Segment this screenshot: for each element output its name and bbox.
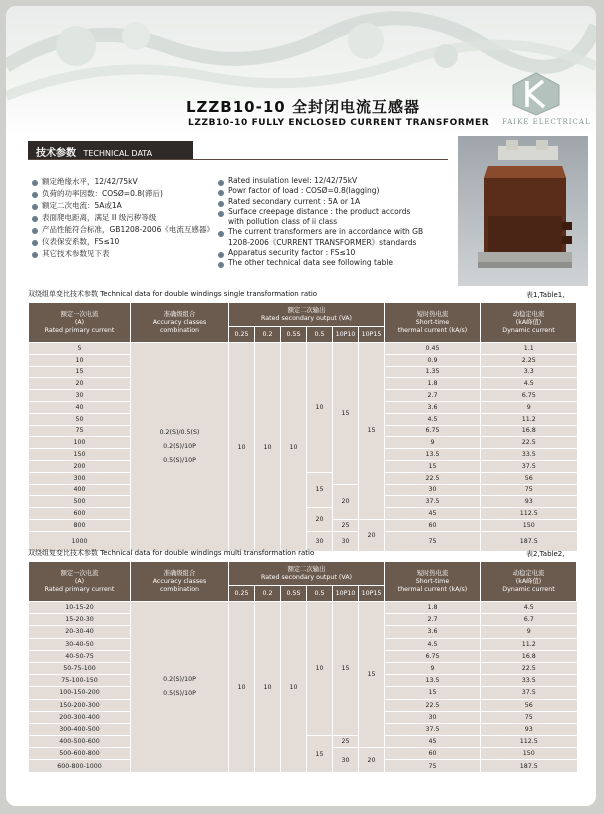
t1-header-primary: 额定一次电流 (A) Rated primary current <box>29 303 131 343</box>
cell-10p10: 25 <box>333 519 359 531</box>
cell-10p15: 20 <box>359 519 385 551</box>
cell-dynamic: 56 <box>481 699 577 711</box>
cell-dynamic: 4.5 <box>481 378 577 390</box>
cell-primary: 30-40-50 <box>29 638 131 650</box>
cell-primary: 200 <box>29 460 131 472</box>
cell-primary: 75 <box>29 425 131 437</box>
cell-thermal: 22.5 <box>385 472 481 484</box>
cell-primary: 600 <box>29 508 131 520</box>
logo-text: FAIKE ELECTRICAL <box>502 118 591 126</box>
spec-item-cn: 仪表保安系数，FS≤10 <box>32 236 217 248</box>
spec-item-cn: 其它技术参数见下表 <box>32 248 217 260</box>
cell-thermal: 1.8 <box>385 602 481 614</box>
cell-primary: 75-100-150 <box>29 675 131 687</box>
cell-dynamic: 9 <box>481 401 577 413</box>
t1-col-05: 0.5 <box>307 327 333 343</box>
t2-col-10p15: 10P15 <box>359 586 385 602</box>
cell-dynamic: 187.5 <box>481 531 577 551</box>
cell-10p15: 15 <box>359 602 385 748</box>
cell-025: 10 <box>229 602 255 773</box>
cell-thermal: 1.35 <box>385 366 481 378</box>
cell-thermal: 37.5 <box>385 723 481 735</box>
t1-header-output: 额定二次输出 Rated secondary output (VA) <box>229 303 385 327</box>
spec-item-cn: 负荷的功率因数：COSØ=0.8(滞后) <box>32 188 217 200</box>
cell-primary: 50-75-100 <box>29 662 131 674</box>
spec-item-en: Powr factor of load : COSØ=0.8(lagging) <box>218 186 448 196</box>
cell-primary: 30 <box>29 390 131 402</box>
cell-dynamic: 22.5 <box>481 437 577 449</box>
t2-header-output: 额定二次输出 Rated secondary output (VA) <box>229 562 385 586</box>
cell-thermal: 30 <box>385 711 481 723</box>
page-subtitle: LZZB10-10 FULLY ENCLOSED CURRENT TRANSFORMER <box>188 118 490 128</box>
cell-dynamic: 1.1 <box>481 343 577 355</box>
cell-thermal: 9 <box>385 437 481 449</box>
section-heading <box>28 141 193 159</box>
cell-primary: 50 <box>29 413 131 425</box>
cell-thermal: 2.7 <box>385 390 481 402</box>
cell-thermal: 45 <box>385 508 481 520</box>
cell-02: 10 <box>255 343 281 552</box>
cell-thermal: 6.75 <box>385 650 481 662</box>
table-row <box>29 602 577 614</box>
cell-primary: 20-30-40 <box>29 626 131 638</box>
cell-thermal: 75 <box>385 760 481 772</box>
cell-dynamic: 11.2 <box>481 638 577 650</box>
cell-dynamic: 37.5 <box>481 460 577 472</box>
spec-item-cn: 产品性能符合标准，GB1208-2006《电流互感器》 <box>32 224 217 236</box>
t2-col-02: 0.2 <box>255 586 281 602</box>
t1-col-02: 0.2 <box>255 327 281 343</box>
t2-col-05s: 0.5S <box>281 586 307 602</box>
t2-col-10p10: 10P10 <box>333 586 359 602</box>
spec-item-cn: 额定二次电流：5A或1A <box>32 200 217 212</box>
cell-thermal: 0.9 <box>385 354 481 366</box>
cell-primary: 10-15-20 <box>29 602 131 614</box>
section-rule <box>28 159 448 160</box>
specs-list-cn <box>32 176 217 260</box>
section-title-en: TECHNICAL DATA <box>83 149 153 158</box>
t2-header-dynamic: 动稳定电流 (kA峰值) Dynamic current <box>481 562 577 602</box>
cell-thermal: 60 <box>385 748 481 760</box>
cell-dynamic: 3.3 <box>481 366 577 378</box>
cell-thermal: 0.45 <box>385 343 481 355</box>
cell-dynamic: 75 <box>481 484 577 496</box>
cell-primary: 200-300-400 <box>29 711 131 723</box>
cell-10p10: 30 <box>333 531 359 551</box>
cell-10p10: 20 <box>333 484 359 519</box>
cell-primary: 800 <box>29 519 131 531</box>
cell-primary: 600-800-1000 <box>29 760 131 772</box>
spec-item-en: Rated insulation level: 12/42/75kV <box>218 176 448 186</box>
t1-header-dynamic: 动稳定电流 (kA峰值) Dynamic current <box>481 303 577 343</box>
cell-thermal: 22.5 <box>385 699 481 711</box>
cell-thermal: 30 <box>385 484 481 496</box>
cell-05: 10 <box>307 602 333 736</box>
t1-col-025: 0.25 <box>229 327 255 343</box>
t2-header-primary: 额定一次电流 (A) Rated primary current <box>29 562 131 602</box>
table2 <box>28 561 577 773</box>
cell-05: 15 <box>307 472 333 507</box>
cell-thermal: 15 <box>385 687 481 699</box>
table1 <box>28 302 577 552</box>
cell-primary: 20 <box>29 378 131 390</box>
cell-05: 30 <box>307 531 333 551</box>
company-logo-icon <box>511 71 561 117</box>
cell-10p10: 25 <box>333 736 359 748</box>
t2-header-thermal: 短时热电流 Short-time thermal current (kA/s) <box>385 562 481 602</box>
product-photo <box>458 136 588 286</box>
accuracy-line: 0.2(S)/10P <box>163 443 196 451</box>
cell-thermal: 9 <box>385 662 481 674</box>
cell-primary: 400-500-600 <box>29 736 131 748</box>
cell-05s: 10 <box>281 602 307 773</box>
cell-dynamic: 16.8 <box>481 425 577 437</box>
cell-accuracy <box>131 602 229 773</box>
cell-dynamic: 11.2 <box>481 413 577 425</box>
cell-05: 10 <box>307 343 333 473</box>
spec-item-en: with pollution class of ii class <box>228 217 338 227</box>
cell-thermal: 1.8 <box>385 378 481 390</box>
cell-thermal: 6.75 <box>385 425 481 437</box>
cell-primary: 100-150-200 <box>29 687 131 699</box>
cell-primary: 500 <box>29 496 131 508</box>
cell-thermal: 75 <box>385 531 481 551</box>
cell-thermal: 2.7 <box>385 614 481 626</box>
cell-dynamic: 37.5 <box>481 687 577 699</box>
datasheet-page <box>6 6 596 806</box>
section-title-cn: 技术参数 <box>36 148 76 159</box>
table2-caption: 双绕组复变比技术参数 Technical data for double windings multi transformation ratio <box>28 549 315 557</box>
cell-10p10: 15 <box>333 602 359 736</box>
cell-primary: 15-20-30 <box>29 614 131 626</box>
t1-col-10p15: 10P15 <box>359 327 385 343</box>
cell-10p10: 15 <box>333 343 359 485</box>
cell-dynamic: 22.5 <box>481 662 577 674</box>
cell-dynamic: 150 <box>481 519 577 531</box>
cell-10p15: 15 <box>359 343 385 520</box>
cell-primary: 150-200-300 <box>29 699 131 711</box>
cell-dynamic: 112.5 <box>481 508 577 520</box>
cell-thermal: 13.5 <box>385 449 481 461</box>
t1-header-accuracy: 准确级组合 Accuracy classes combination <box>131 303 229 343</box>
cell-05: 15 <box>307 736 333 773</box>
cell-dynamic: 93 <box>481 496 577 508</box>
cell-primary: 300 <box>29 472 131 484</box>
cell-dynamic: 187.5 <box>481 760 577 772</box>
specs-list-en <box>218 176 448 269</box>
cell-thermal: 13.5 <box>385 675 481 687</box>
cell-dynamic: 75 <box>481 711 577 723</box>
cell-thermal: 60 <box>385 519 481 531</box>
spec-item-cn: 表面爬电距离，满足 II 级污秽等级 <box>32 212 217 224</box>
spec-item-en: Surface creepage distance : the product accords <box>218 207 448 217</box>
table1-caption: 双绕组单变比技术参数 Technical data for double windings single transformation ratio <box>28 290 318 298</box>
cell-05s: 10 <box>281 343 307 552</box>
cell-thermal: 4.5 <box>385 638 481 650</box>
cell-thermal: 37.5 <box>385 496 481 508</box>
t1-col-05s: 0.5S <box>281 327 307 343</box>
t2-col-025: 0.25 <box>229 586 255 602</box>
cell-primary: 15 <box>29 366 131 378</box>
cell-thermal: 15 <box>385 460 481 472</box>
cell-dynamic: 4.5 <box>481 602 577 614</box>
cell-thermal: 4.5 <box>385 413 481 425</box>
table2-number: 表2,Table2, <box>526 550 565 558</box>
cell-dynamic: 6.7 <box>481 614 577 626</box>
accuracy-line: 0.5(S)/10P <box>163 457 196 465</box>
t1-header-thermal: 短时热电流 Short-time thermal current (kA/s) <box>385 303 481 343</box>
spec-item-en: The other technical data see following table <box>218 258 448 268</box>
header-banner <box>6 6 596 136</box>
cell-primary: 100 <box>29 437 131 449</box>
page-title: LZZB10-10 全封闭电流互感器 <box>186 98 420 116</box>
spec-item-en: 1208-2006《CURRENT TRANSFORMER》standards <box>228 237 417 247</box>
accuracy-line: 0.2(S)/0.5(S) <box>159 429 200 437</box>
cell-primary: 40-50-75 <box>29 650 131 662</box>
cell-primary: 40 <box>29 401 131 413</box>
cell-accuracy <box>131 343 229 552</box>
cell-dynamic: 56 <box>481 472 577 484</box>
cell-dynamic: 16.8 <box>481 650 577 662</box>
cell-dynamic: 112.5 <box>481 736 577 748</box>
cell-thermal: 45 <box>385 736 481 748</box>
spec-item-cn: 额定绝缘水平，12/42/75kV <box>32 176 217 188</box>
cell-dynamic: 2.25 <box>481 354 577 366</box>
cell-primary: 10 <box>29 354 131 366</box>
cell-dynamic: 33.5 <box>481 675 577 687</box>
t1-col-10p10: 10P10 <box>333 327 359 343</box>
cell-dynamic: 93 <box>481 723 577 735</box>
cell-02: 10 <box>255 602 281 773</box>
transformer-image <box>458 136 588 286</box>
accuracy-line: 0.2(S)/10P <box>163 676 196 684</box>
cell-dynamic: 150 <box>481 748 577 760</box>
table1-number: 表1,Table1, <box>526 291 565 299</box>
spec-item-en: Rated secondary current : 5A or 1A <box>218 197 448 207</box>
cell-primary: 300-400-500 <box>29 723 131 735</box>
cell-primary: 150 <box>29 449 131 461</box>
cell-primary: 400 <box>29 484 131 496</box>
cell-thermal: 3.6 <box>385 401 481 413</box>
table-row <box>29 343 577 355</box>
cell-dynamic: 6.75 <box>481 390 577 402</box>
t2-header-accuracy: 准确级组合 Accuracy classes combination <box>131 562 229 602</box>
spec-item-en: The current transformers are in accordance with GB <box>218 227 448 237</box>
cell-primary: 1000 <box>29 531 131 551</box>
cell-primary: 500-600-800 <box>29 748 131 760</box>
cell-dynamic: 9 <box>481 626 577 638</box>
cell-05: 20 <box>307 508 333 532</box>
cell-10p15: 20 <box>359 748 385 772</box>
t2-col-05: 0.5 <box>307 586 333 602</box>
accuracy-line: 0.5(S)/10P <box>163 690 196 698</box>
spec-item-en: Apparatus security factor : FS≤10 <box>218 248 448 258</box>
cell-dynamic: 33.5 <box>481 449 577 461</box>
cell-10p10: 30 <box>333 748 359 772</box>
cell-primary: 5 <box>29 343 131 355</box>
cell-025: 10 <box>229 343 255 552</box>
cell-thermal: 3.6 <box>385 626 481 638</box>
